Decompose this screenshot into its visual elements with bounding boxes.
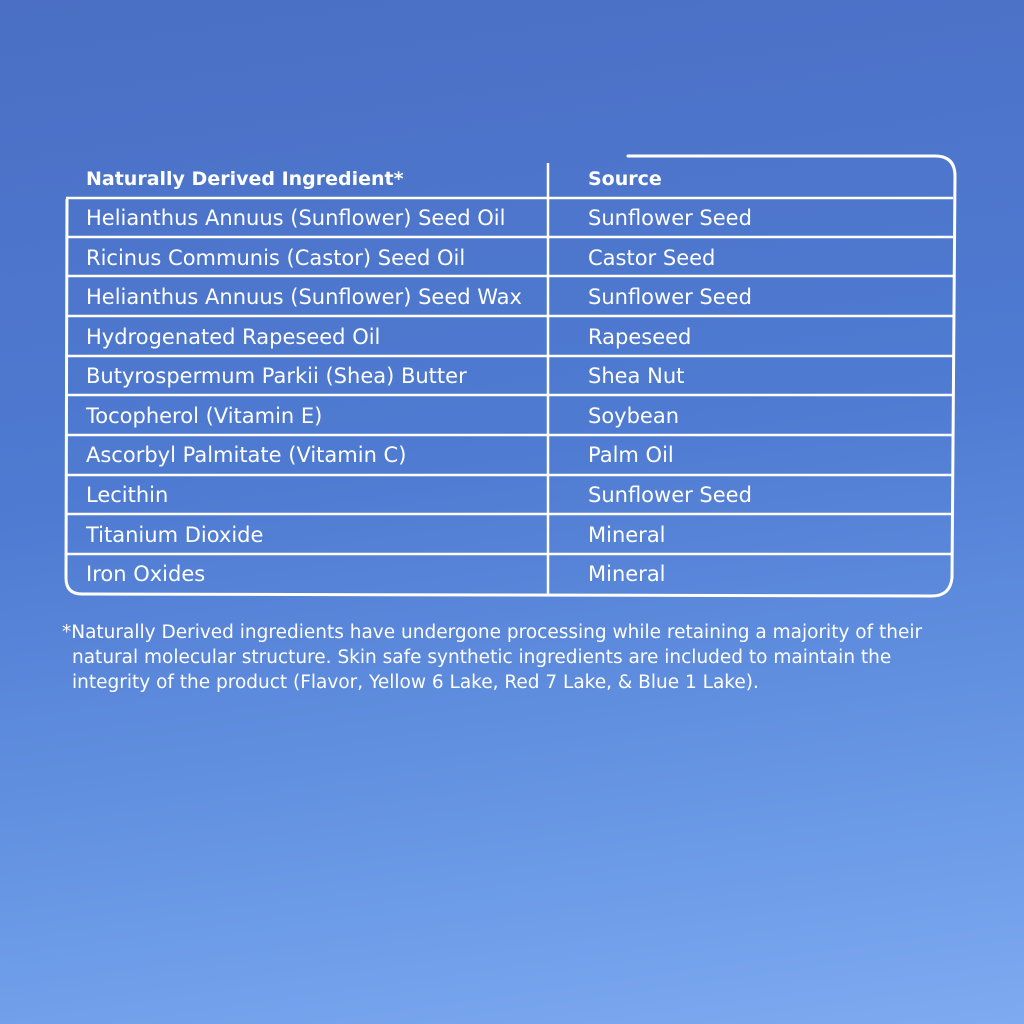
- ingredient-cell: Helianthus Annuus (Sunflower) Seed Oil: [86, 206, 506, 230]
- source-cell: Mineral: [588, 523, 666, 547]
- footnote-line-2: natural molecular structure. Skin safe synthetic ingredients are included to maintain the: [72, 647, 892, 668]
- table-row: [64, 554, 954, 594]
- table-row: [64, 475, 954, 515]
- ingredient-cell: Titanium Dioxide: [86, 523, 264, 547]
- ingredient-cell: Iron Oxides: [86, 562, 206, 586]
- header-source: Source: [588, 168, 662, 190]
- source-cell: Sunflower Seed: [588, 285, 752, 309]
- footnote-line-1: *Naturally Derived ingredients have undergone processing while retaining a majority of their: [62, 622, 923, 643]
- table-row: [64, 238, 954, 278]
- table-row: [64, 396, 954, 436]
- source-cell: Rapeseed: [588, 325, 692, 349]
- table-row: [64, 277, 954, 317]
- ingredient-cell: Lecithin: [86, 483, 169, 507]
- ingredient-cell: Ricinus Communis (Castor) Seed Oil: [86, 246, 466, 270]
- source-cell: Castor Seed: [588, 246, 716, 270]
- source-cell: Soybean: [588, 404, 680, 428]
- ingredient-cell: Ascorbyl Palmitate (Vitamin C): [86, 443, 407, 467]
- table-row: [64, 317, 954, 357]
- source-cell: Palm Oil: [588, 443, 674, 467]
- footnote: [62, 620, 962, 695]
- ingredient-cell: Tocopherol (Vitamin E): [86, 404, 323, 428]
- source-cell: Sunflower Seed: [588, 206, 752, 230]
- ingredient-cell: Helianthus Annuus (Sunflower) Seed Wax: [86, 285, 522, 309]
- table-row: [64, 198, 954, 238]
- footnote-line-3: integrity of the product (Flavor, Yellow 6 Lake, Red 7 Lake, & Blue 1 Lake).: [72, 672, 759, 693]
- header-ingredient: Naturally Derived Ingredient*: [86, 168, 404, 190]
- source-cell: Sunflower Seed: [588, 483, 752, 507]
- source-cell: Mineral: [588, 562, 666, 586]
- table-row: [64, 515, 954, 555]
- ingredient-cell: Butyrospermum Parkii (Shea) Butter: [86, 364, 467, 388]
- table-header-row: [64, 160, 954, 198]
- table-row: [64, 356, 954, 396]
- table-row: [64, 435, 954, 475]
- ingredient-cell: Hydrogenated Rapeseed Oil: [86, 325, 381, 349]
- source-cell: Shea Nut: [588, 364, 685, 388]
